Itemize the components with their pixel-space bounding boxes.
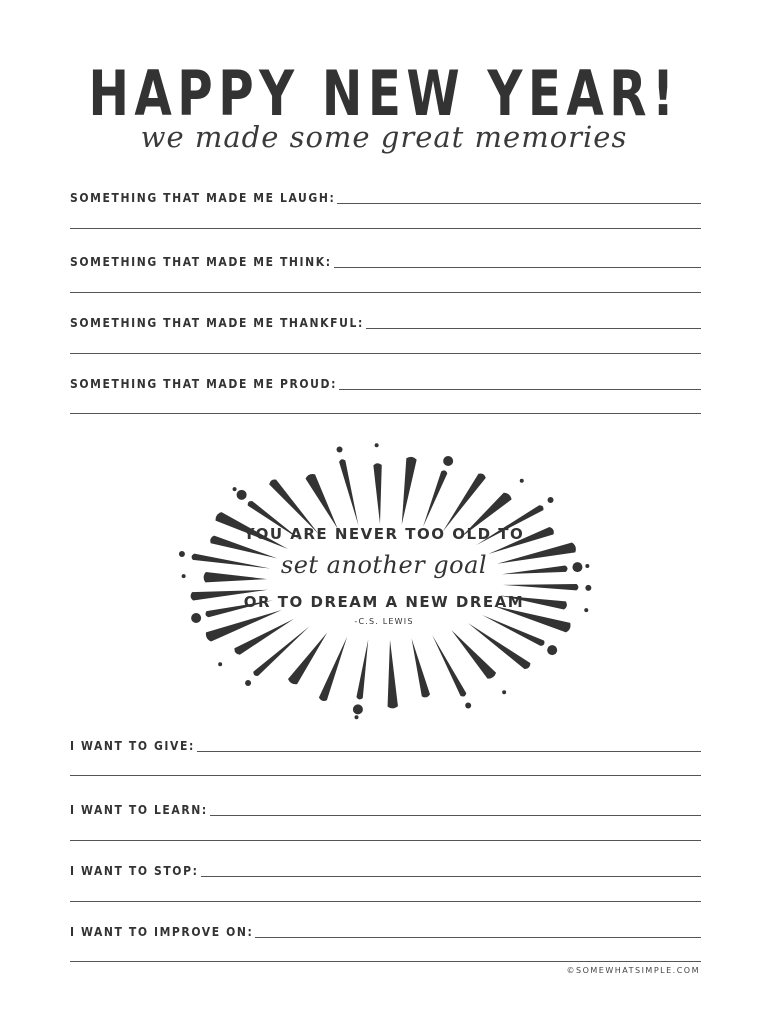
goal-prompt-label: I WANT TO GIVE: <box>70 739 195 753</box>
goal-prompt-stop[interactable] <box>70 856 701 880</box>
firework-burst-icon <box>150 440 620 725</box>
memory-prompt-label: SOMETHING THAT MADE ME PROUD: <box>70 377 338 391</box>
answer-line[interactable] <box>366 327 701 329</box>
answer-line-extra[interactable] <box>70 228 701 229</box>
memory-prompt-thankful[interactable] <box>70 308 701 332</box>
quote-line-2: set another goal <box>280 551 488 579</box>
answer-line[interactable] <box>210 814 701 816</box>
memory-prompt-laugh[interactable] <box>70 183 701 207</box>
memory-prompt-proud[interactable] <box>70 369 701 393</box>
quote-author: -C.S. LEWIS <box>354 617 414 626</box>
goal-prompt-label: I WANT TO STOP: <box>70 864 199 878</box>
page-subtitle: we made some great memories <box>140 120 628 154</box>
goal-prompt-label: I WANT TO IMPROVE ON: <box>70 925 254 939</box>
answer-line-extra[interactable] <box>70 961 701 962</box>
answer-line-extra[interactable] <box>70 840 701 841</box>
quote-line-1: YOU ARE NEVER TOO OLD TO <box>243 525 525 543</box>
answer-line[interactable] <box>201 875 702 877</box>
answer-line[interactable] <box>255 936 701 938</box>
answer-line[interactable] <box>339 388 701 390</box>
answer-line-extra[interactable] <box>70 292 701 293</box>
footer-credit: ©SOMEWHATSIMPLE.COM <box>566 966 700 975</box>
answer-line[interactable] <box>334 266 701 268</box>
memory-prompt-think[interactable] <box>70 247 701 271</box>
memory-prompt-label: SOMETHING THAT MADE ME THINK: <box>70 255 332 269</box>
answer-line-extra[interactable] <box>70 353 701 354</box>
answer-line-extra[interactable] <box>70 901 701 902</box>
page-title: HAPPY NEW YEAR! <box>88 57 680 130</box>
answer-line[interactable] <box>337 202 701 204</box>
answer-line[interactable] <box>197 750 701 752</box>
goal-prompt-label: I WANT TO LEARN: <box>70 803 208 817</box>
goal-prompt-give[interactable] <box>70 731 701 755</box>
answer-line-extra[interactable] <box>70 413 701 414</box>
quote-line-3: OR TO DREAM A NEW DREAM <box>243 593 525 611</box>
goal-prompt-improve[interactable] <box>70 917 701 941</box>
memory-prompt-label: SOMETHING THAT MADE ME LAUGH: <box>70 191 336 205</box>
goal-prompt-learn[interactable] <box>70 795 701 819</box>
memory-prompt-label: SOMETHING THAT MADE ME THANKFUL: <box>70 316 364 330</box>
answer-line-extra[interactable] <box>70 775 701 776</box>
